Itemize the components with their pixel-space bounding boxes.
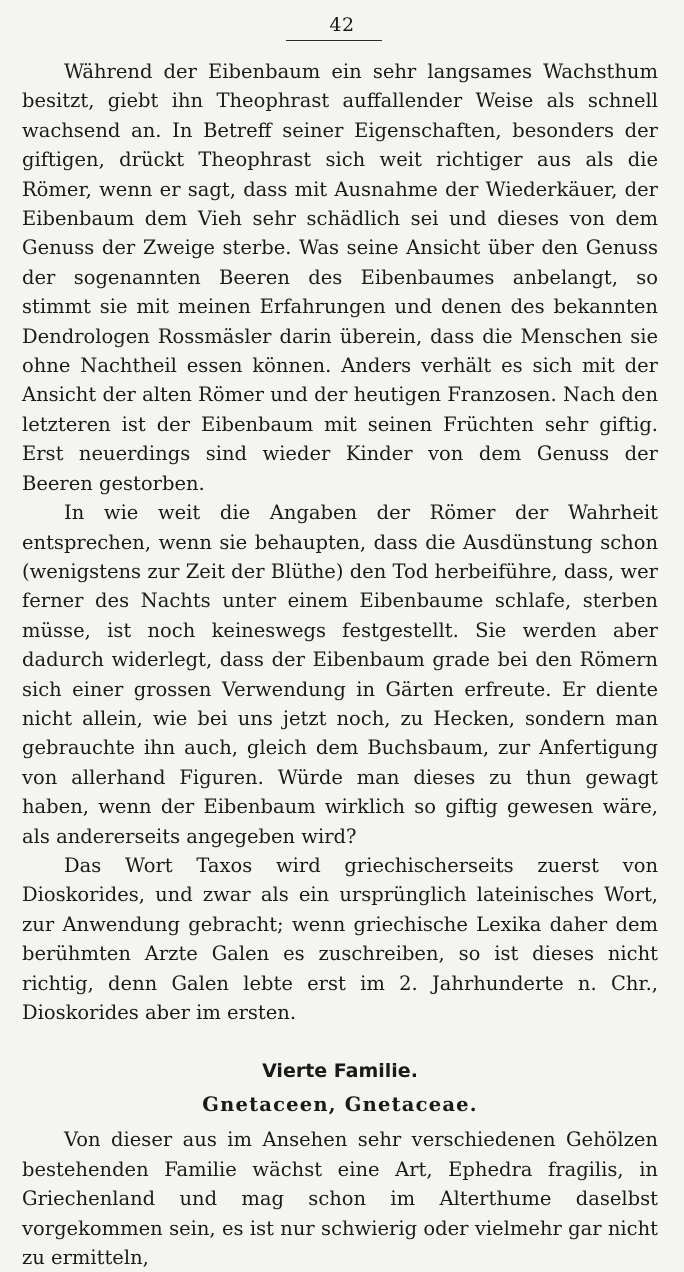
section-title: Vierte Familie.: [262, 1060, 418, 1083]
header-rule: [286, 40, 382, 41]
paragraph-gnetaceen: Von dieser aus im Ansehen sehr verschiedenen Gehölzen bestehenden Familie wächst eine Art, Ephedra fragilis, in Griechenland und mag schon im Alterthume daselbst vorgekommen sein, es ist nur schwierig oder vielmehr gar nicht zu ermitteln,: [22, 1128, 658, 1270]
paragraph-roemer-angaben: In wie weit die Angaben der Römer der Wahrheit entsprechen, wenn sie behaupten, dass die Ausdünstung schon (wenigstens zur Zeit der Blüthe) den Tod herbeiführe, dass, wer ferner des Nachts unter einem Eibenbaume schlafe, sterben müsse, ist noch keineswegs festgestellt. Sie werden aber dadurch widerlegt, dass der Eibenbaum grade bei den Römern sich einer grossen Verwendung in Gärten erfreute. Er diente nicht allein, wie bei uns jetzt noch, zu Hecken, sondern man gebrauchte ihn auch, gleich dem Buchsbaum, zur Anfertigung von allerhand Figuren. Würde man dieses zu thun gewagt haben, wenn der Eibenbaum wirklich so giftig gewesen wäre, als andererseits angegeben wird?: [22, 501, 658, 848]
page-number: 42: [329, 14, 355, 36]
paragraph-wort-taxos: Das Wort Taxos wird griechischerseits zuerst von Dioskorides, und zwar als ein ursprünglich lateinisches Wort, zur Anwendung gebracht; wenn griechische Lexika daher dem berühmten Arzte Galen es zuschreiben, so ist dieses nicht richtig, denn Galen lebte erst im 2. Jahrhunderte n. Chr., Dioskorides aber im ersten.: [22, 853, 658, 1024]
section-subtitle: Gnetaceen, Gnetaceae.: [202, 1093, 478, 1117]
paragraph-eibenbaum-wachsthum: Während der Eibenbaum ein sehr langsames Wachsthum besitzt, giebt ihn Theophrast auffallender Weise als schnell wachsend an. In Betreff seiner Eigenschaften, besonders der giftigen, drückt Theophrast sich weit richtiger aus als die Römer, wenn er sagt, dass mit Ausnahme der Wiederkäuer, der Eibenbaum dem Vieh sehr schädlich sei und dieses von dem Genuss der Zweige sterbe. Was seine Ansicht über den Genuss der sogenannten Beeren des Eibenbaumes anbelangt, so stimmt sie mit meinen Erfahrungen und denen des bekannten Dendrologen Rossmäsler darin überein, dass die Menschen sie ohne Nachtheil essen können. Anders verhält es sich mit der Ansicht der alten Römer und der heutigen Franzosen. Nach den letzteren ist der Eibenbaum mit seinen Früchten sehr giftig. Erst neuerdings sind wieder Kinder von dem Genuss der Beeren gestorben.: [22, 60, 658, 495]
page-body: [22, 57, 658, 1272]
